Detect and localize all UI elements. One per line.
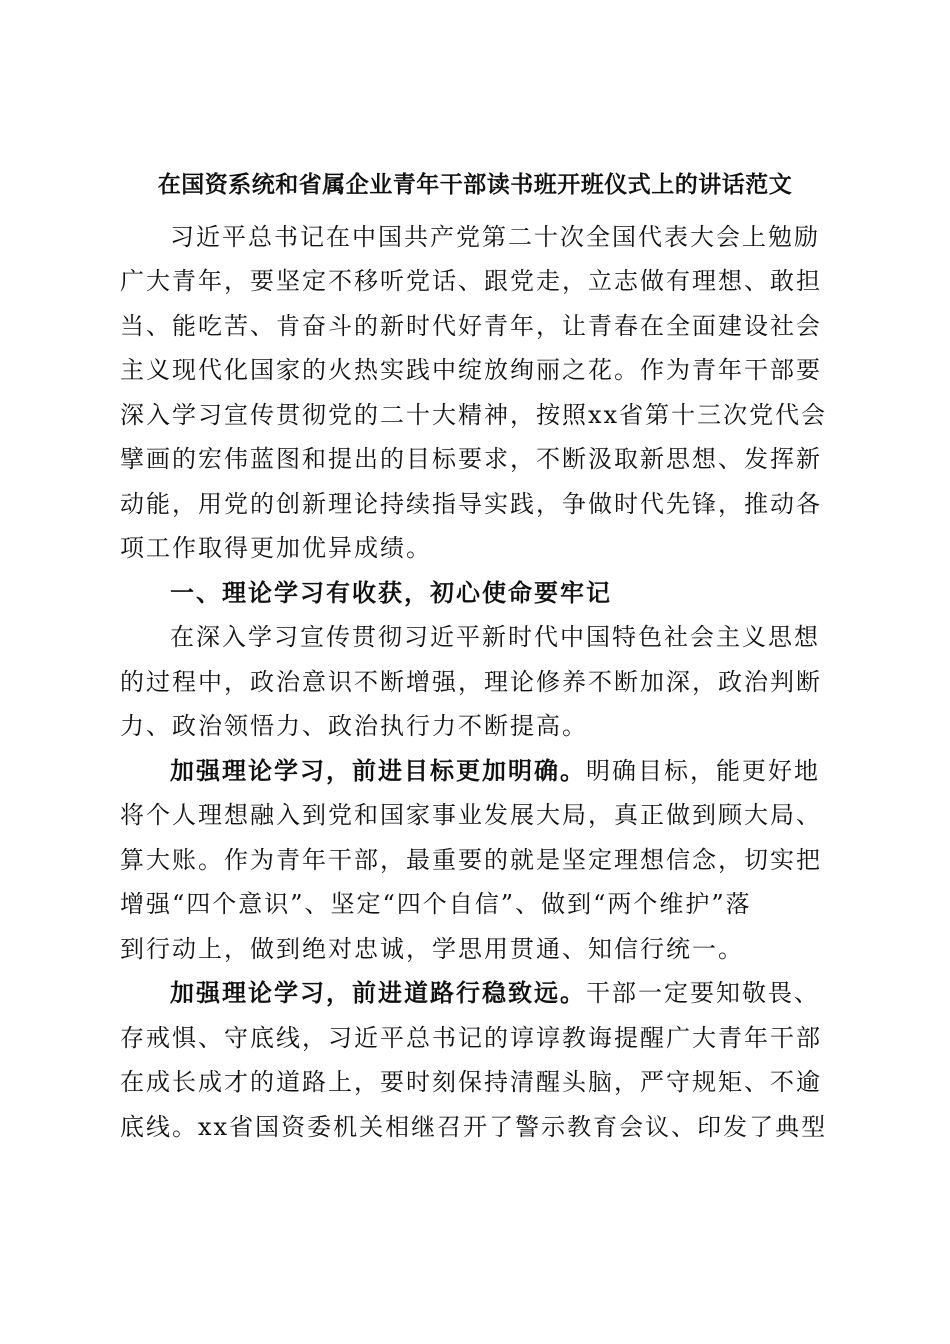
paragraph-line: 在成长成才的道路上，要时刻保持清醒头脑，严守规矩、不逾 bbox=[120, 1068, 822, 1096]
bold-lead: 加强理论学习，前进目标更加明确。 bbox=[170, 756, 586, 785]
paragraph-text: 明确目标，能更好地 bbox=[586, 757, 820, 785]
paragraph-line: 底线。xx省国资委机关相继召开了警示教育会议、印发了典型 bbox=[120, 1113, 828, 1141]
paragraph-line: 的过程中，政治意识不断增强，理论修养不断加深，政治判断 bbox=[120, 668, 822, 696]
section-heading: 一、理论学习有收获，初心使命要牢记 bbox=[170, 578, 612, 607]
paragraph-line: 算大账。作为青年干部，最重要的就是坚定理想信念，切实把 bbox=[120, 846, 822, 874]
paragraph-line: 动能，用党的创新理论持续指导实践，争做时代先锋，推动各 bbox=[120, 490, 822, 518]
document-title: 在国资系统和省属企业青年干部读书班开班仪式上的讲话范文 bbox=[157, 171, 793, 198]
paragraph-line: 习近平总书记在中国共产党第二十次全国代表大会上勉励 bbox=[170, 223, 820, 251]
paragraph-line: 擘画的宏伟蓝图和提出的目标要求，不断汲取新思想、发挥新 bbox=[120, 445, 822, 473]
paragraph-line: 当、能吃苦、肯奋斗的新时代好青年，让青春在全面建设社会 bbox=[120, 312, 822, 340]
paragraph-line bbox=[170, 978, 820, 1008]
paragraph-line: 存戒惧、守底线，习近平总书记的谆谆教诲提醒广大青年干部 bbox=[120, 1024, 822, 1052]
paragraph-text: 干部一定要知敬畏、 bbox=[586, 979, 820, 1007]
paragraph-line bbox=[170, 756, 820, 786]
paragraph-line: 力、政治领悟力、政治执行力不断提高。 bbox=[120, 712, 588, 740]
paragraph-line: 主义现代化国家的火热实践中绽放绚丽之花。作为青年干部要 bbox=[120, 356, 822, 384]
bold-lead: 加强理论学习，前进道路行稳致远。 bbox=[170, 978, 586, 1007]
paragraph-line: 将个人理想融入到党和国家事业发展大局，真正做到顾大局、 bbox=[120, 801, 822, 829]
paragraph-line: 项工作取得更加优异成绩。 bbox=[120, 534, 432, 562]
paragraph-line: 增强“四个意识”、坚定“四个自信”、做到“两个维护”落 bbox=[120, 890, 752, 918]
paragraph-line: 广大青年，要坚定不移听党话、跟党走，立志做有理想、敢担 bbox=[120, 267, 822, 295]
paragraph-line: 深入学习宣传贯彻党的二十大精神，按照xx省第十三次党代会 bbox=[120, 401, 828, 429]
paragraph-line: 在深入学习宣传贯彻习近平新时代中国特色社会主义思想 bbox=[170, 623, 820, 651]
paragraph-line: 到行动上，做到绝对忠诚，学思用贯通、知信行统一。 bbox=[120, 935, 744, 963]
